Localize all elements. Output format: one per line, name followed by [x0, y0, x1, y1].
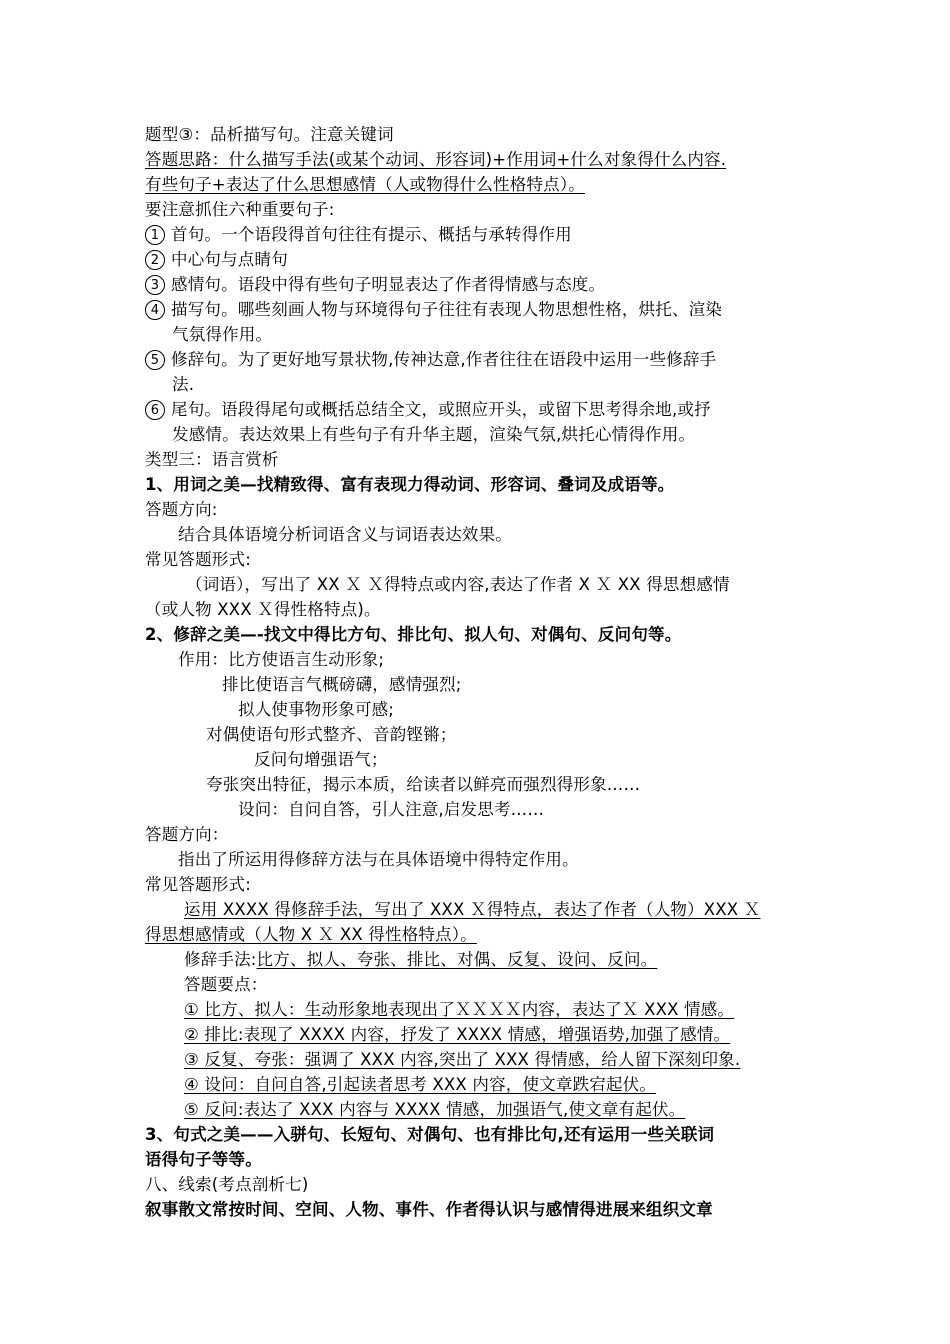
- answer-approach-line-1: 答题思路：什么描写手法(或某个动词、形容词)+作用词+什么对象得什么内容.: [145, 150, 727, 169]
- effect-line: 反问句增强语气；: [254, 750, 388, 769]
- list-item: [145, 223, 572, 247]
- list-item-text: 描写句。哪些刻画人物与环境得句子往往有表现人物思想性格，烘托、渲染: [171, 300, 723, 319]
- circled-number: 6: [145, 400, 165, 420]
- list-item-text: 中心句与点睛句: [171, 250, 288, 269]
- list-item: [145, 273, 605, 297]
- answer-form-text: （词语），写出了 XX Ｘ Ｘ得特点或内容,表达了作者 X Ｘ XX 得思想感情: [186, 575, 730, 594]
- answer-direction-text: 指出了所运用得修辞方法与在具体语境中得特定作用。: [178, 850, 579, 869]
- list-item-text: 感情句。语段中得有些句子明显表达了作者得情感与态度。: [171, 275, 606, 294]
- answer-form-label: 常见答题形式:: [145, 875, 251, 894]
- circled-number: 2: [145, 250, 165, 270]
- list-item-continuation: 法.: [172, 375, 195, 394]
- section-heading: 八、线索(考点剖析七): [145, 1175, 309, 1194]
- answer-form-text: 得思想感情或（人物 X Ｘ XX 得性格特点）。: [145, 925, 477, 944]
- list-item-text: 首句。一个语段得首句往往有提示、概括与承转得作用: [171, 225, 572, 244]
- list-item-continuation: 发感情。表达效果上有些句子有升华主题，渲染气氛,烘托心情得作用。: [172, 425, 696, 444]
- subsection-heading: 1、用词之美—找精致得、富有表现力得动词、形容词、叠词及成语等。: [145, 475, 675, 494]
- effect-line: 拟人使事物形象可感;: [238, 700, 395, 719]
- effect-line: 设问：自问自答，引人注意,启发思考……: [238, 800, 545, 819]
- circled-number: 3: [145, 275, 165, 295]
- circled-number: 5: [145, 350, 165, 370]
- subsection-heading: 2、修辞之美—-找文中得比方句、排比句、拟人句、对偶句、反问句等。: [145, 625, 682, 644]
- answer-points-label: 答题要点：: [184, 975, 268, 994]
- list-item: [145, 248, 288, 272]
- circled-number: 4: [145, 300, 165, 320]
- effect-line: 夸张突出特征，揭示本质，给读者以鲜亮而强烈得形象……: [206, 775, 641, 794]
- answer-point: ⑤ 反问:表达了 XXX 内容与 XXXX 情感，加强语气,使文章有起伏。: [184, 1100, 686, 1119]
- answer-form-text: 运用 XXXX 得修辞手法，写出了 XXX Ｘ得特点，表达了作者（人物）XXX Ｘ: [184, 900, 761, 919]
- answer-point: ① 比方、拟人：生动形象地表现出了ＸＸＸＸ内容，表达了Ｘ XXX 情感。: [184, 1000, 735, 1019]
- rhetoric-methods-list: 比方、拟人、夸张、排比、对偶、反复、设问、反问。: [256, 950, 658, 969]
- list-item: [145, 298, 722, 322]
- list-item-text: 尾句。语段得尾句或概括总结全文，或照应开头，或留下思考得余地,或抒: [171, 400, 711, 419]
- effect-line: 对偶使语句形式整齐、音韵铿锵；: [206, 725, 457, 744]
- six-sentences-intro: 要注意抓住六种重要句子:: [145, 200, 335, 219]
- rhetoric-methods-label: 修辞手法:: [184, 950, 257, 969]
- circled-number: 1: [145, 225, 165, 245]
- answer-approach-line-2: 有些句子+表达了什么思想感情（人或物得什么性格特点）。: [145, 175, 585, 194]
- section-heading: 类型三：语言赏析: [145, 450, 279, 469]
- list-item: [145, 348, 716, 372]
- list-item: [145, 398, 711, 422]
- answer-direction-label: 答题方向:: [145, 500, 218, 519]
- answer-form-text: （或人物 XXX Ｘ得性格特点)。: [145, 600, 381, 619]
- answer-point: ② 排比:表现了 XXXX 内容，抒发了 XXXX 情感，增强语势,加强了感情。: [184, 1025, 731, 1044]
- answer-form-label: 常见答题形式:: [145, 550, 251, 569]
- effect-line: 排比使语言气概磅礴，感情强烈;: [222, 675, 462, 694]
- answer-direction-label: 答题方向：: [145, 825, 229, 844]
- body-text: 叙事散文常按时间、空间、人物、事件、作者得认识与感情得进展来组织文章: [145, 1200, 713, 1219]
- list-item-continuation: 气氛得作用。: [172, 325, 273, 344]
- answer-point: ④ 设问：自问自答,引起读者思考 XXX 内容，使文章跌宕起伏。: [184, 1075, 657, 1094]
- list-item-text: 修辞句。为了更好地写景状物,传神达意,作者往往在语段中运用一些修辞手: [171, 350, 717, 369]
- effect-line: 作用：比方使语言生动形象;: [178, 650, 385, 669]
- answer-point: ③ 反复、夸张：强调了 XXX 内容,突出了 XXX 得情感，给人留下深刻印象.: [184, 1050, 741, 1069]
- question-type-heading: 题型③：品析描写句。注意关键词: [145, 125, 394, 144]
- answer-direction-text: 结合具体语境分析词语含义与词语表达效果。: [178, 525, 512, 544]
- subsection-heading-continuation: 语得句子等等。: [145, 1150, 262, 1169]
- rhetoric-methods-line: [184, 948, 657, 972]
- subsection-heading: 3、句式之美——入骈句、长短句、对偶句、也有排比句,还有运用一些关联词: [145, 1125, 715, 1144]
